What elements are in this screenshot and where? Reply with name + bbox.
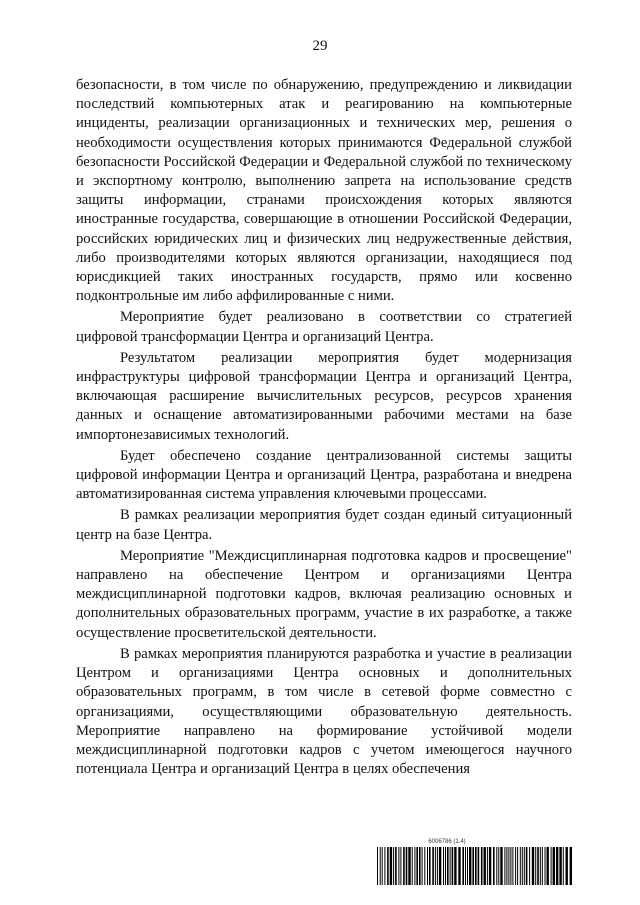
paragraph-4: Будет обеспечено создание централизованной системы защиты цифровой информации Центра и организаций Центра, разработана и внедрена автоматизированная система управления ключевыми процессами. (76, 447, 572, 503)
page-number: 29 (312, 38, 328, 54)
barcode-icon (377, 847, 573, 885)
document-barcode (377, 839, 573, 885)
paragraph-5: В рамках реализации мероприятия будет создан единый ситуационный центр на базе Центра. (76, 507, 572, 543)
paragraph-1: безопасности, в том числе по обнаружению, предупреждению и ликвидации последствий компьютерных атак и реагированию на компьютерные инциденты, реализации организационных и технических мер, решения о необходимости осуществления которых принимаются Федеральной службой безопасности Российской Федерации и Федеральной службой по техническому и экспортному контролю, выполнению запрета на использование средств защиты информации, странами происхождения которых являются иностранные государства, совершающие в отношении Российской Федерации, российских юридических лиц и физических лиц недружественные действия, либо производителями которых являются организации, находящиеся под юрисдикцией таких иностранных государств, прямо или косвенно подконтрольные им либо аффилированные с ними. (76, 77, 572, 305)
paragraph-3: Результатом реализации мероприятия будет модернизация инфраструктуры цифровой трансформации Центра и организаций Центра, включающая расширение вычислительных ресурсов, ресурсов хранения данных и оснащение автоматизированными рабочими местами на базе импортонезависимых технологий. (76, 349, 572, 443)
document-body (76, 76, 572, 779)
barcode-caption: 6006786 (1.4) (428, 839, 466, 845)
paragraph-7: В рамках мероприятия планируются разработка и участие в реализации Центром и организациями Центра основных и дополнительных образовательных программ, в том числе в сетевой форме совместно с организациями, осуществляющими образовательную деятельность. Мероприятие направлено на формирование устойчивой модели междисциплинарной подготовки кадров с учетом имеющегося научного потенциала Центра и организаций Центра в целях обеспечения (76, 645, 572, 778)
paragraph-2: Мероприятие будет реализовано в соответствии со стратегией цифровой трансформации Центра и организаций Центра. (76, 309, 572, 345)
paragraph-6: Мероприятие "Междисциплинарная подготовка кадров и просвещение" направлено на обеспечение Центром и организациями Центра междисциплинарной подготовки кадров, включая реализацию основных и дополнительных образовательных программ, участие в их разработке, а также осуществление просветительской деятельности. (76, 547, 572, 641)
